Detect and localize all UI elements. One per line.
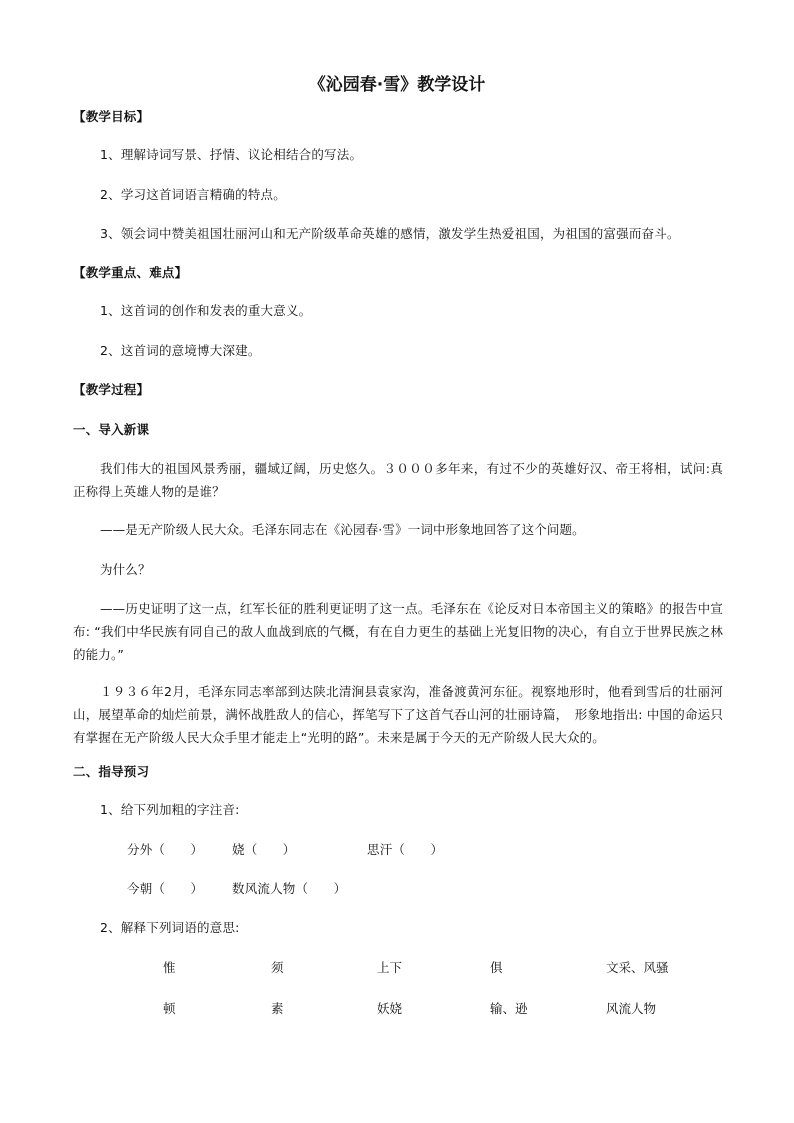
section1-heading: 一、导入新课 xyxy=(73,422,150,437)
document-title: 《沁园春·雪》教学设计 xyxy=(308,75,486,95)
key-points-heading: 【教学重点、难点】 xyxy=(73,265,188,280)
q1-item: 娆（ ） xyxy=(232,842,296,857)
objective-item-3: 3、领会词中赞美祖国壮丽河山和无产阶级革命英雄的感情，激发学生热爱祖国，为祖国的富强而奋斗。 xyxy=(100,226,680,241)
q2-term: 顿 xyxy=(163,1001,176,1016)
objectives-heading: 【教学目标】 xyxy=(73,109,150,124)
q1-label: 1、给下列加粗的字注音: xyxy=(100,802,240,817)
process-heading: 【教学过程】 xyxy=(73,382,150,397)
section1-paragraph-4: ——历史证明了这一点，红军长征的胜利更证明了这一点。毛泽东在《论反对日本帝国主义的策略》的报告中宣布: “我们中华民族有同自己的敌人血战到底的气概，有在自力更生的基础上光复旧物的决心，有自立于世界民族之林的能力。” xyxy=(73,601,723,662)
q2-term: 须 xyxy=(271,960,284,975)
q2-term: 风流人物 xyxy=(606,1001,657,1016)
q2-term: 素 xyxy=(271,1001,284,1016)
section1-paragraph-3: 为什么？ xyxy=(100,562,151,577)
key-point-item-2: 2、这首词的意境博大深建。 xyxy=(100,343,261,358)
q2-term: 文采、风骚 xyxy=(606,960,669,975)
q1-item: 今朝（ ） xyxy=(127,881,204,896)
section1-paragraph-2: ——是无产阶级人民大众。毛泽东同志在《沁园春·雪》一词中形象地回答了这个问题。 xyxy=(100,522,585,537)
q2-term: 惟 xyxy=(163,960,176,975)
section2-heading: 二、指导预习 xyxy=(73,764,150,779)
q2-label: 2、解释下列词语的意思: xyxy=(100,920,240,935)
section1-paragraph-5: １９３６年2月，毛泽东同志率部到达陕北清涧县袁家沟，准备渡黄河东征。视察地形时，他看到雪后的壮丽河山，展望革命的灿烂前景，满怀战胜敌人的信心，挥笔写下了这首气吞山河的壮丽诗篇， 形象地指出: 中国的命运只有掌握在无产阶级人民大众手里才能走上“光明的路”。未来是属于今天的无产阶级人民大众的。 xyxy=(73,684,723,745)
q2-term: 妖娆 xyxy=(377,1001,403,1016)
q2-term: 输、逊 xyxy=(490,1001,528,1016)
q2-term: 俱 xyxy=(490,960,503,975)
q1-item: 分外（ ） xyxy=(127,842,204,857)
objective-item-2: 2、学习这首词语言精确的特点。 xyxy=(100,187,286,202)
objective-item-1: 1、理解诗词写景、抒情、议论相结合的写法。 xyxy=(100,147,363,162)
section1-paragraph-1: 我们伟大的祖国风景秀丽，疆域辽阔，历史悠久。３０００多年来，有过不少的英雄好汉、帝王将相，试问:真正称得上英雄人物的是谁？ xyxy=(73,461,723,499)
q1-item: 数风流人物（ ） xyxy=(232,881,347,896)
q2-term: 上下 xyxy=(377,960,403,975)
q1-item: 思汗（ ） xyxy=(367,842,444,857)
key-point-item-1: 1、这首词的创作和发表的重大意义。 xyxy=(100,303,312,318)
